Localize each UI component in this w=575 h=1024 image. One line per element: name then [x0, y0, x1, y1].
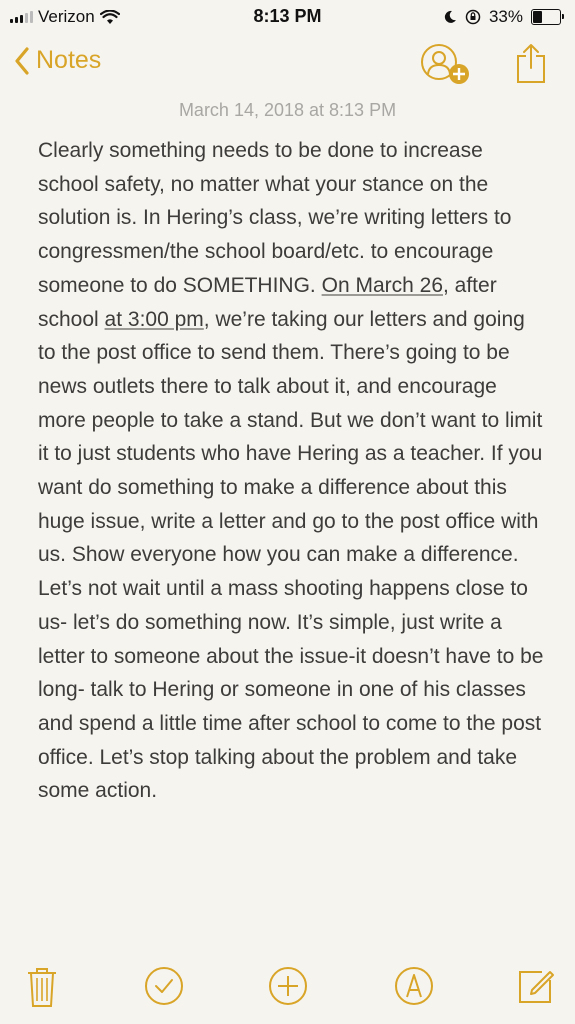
status-right: [444, 7, 561, 27]
moon-icon: [444, 10, 457, 24]
note-text-3: , we’re taking our letters and going to the post office to send them. There’s going to be news outlets there to talk about it, and encourage more people to take a stand. But we don’t want to limit it to just students who have Hering as a teacher. If you want do something to make a difference about this huge issue, write a letter and go to the post office with us. Show everyone how you can make a difference. Let’s not wait until a mass shooting happens close to us- let’s do something now. It’s simple, just write a letter to someone about the issue-it doesn’t have to be long- talk to Hering or someone in one of his classes and spend a little time after school to come to the post office. Let’s stop talking about the problem and take some action.: [38, 307, 544, 803]
carrier-label: Verizon: [38, 7, 95, 26]
navigation-bar: [0, 34, 575, 96]
trash-icon[interactable]: [26, 966, 58, 1008]
battery-icon: [531, 9, 561, 25]
note-body[interactable]: [38, 134, 548, 808]
checklist-icon[interactable]: [144, 966, 184, 1006]
add-icon[interactable]: [268, 966, 308, 1006]
status-time: 8:13 PM: [253, 6, 322, 26]
back-label: Notes: [36, 46, 102, 74]
note-date: March 14, 2018 at 8:13 PM: [178, 100, 397, 120]
date-link[interactable]: On March 26: [321, 273, 443, 297]
share-icon[interactable]: [514, 42, 548, 84]
note-text-1: Clearly something needs to be done to increase school safety, no matter what your stance on the solution is. In Hering’s class, we’re writing letters to congressmen/the school board/etc. to encourage someone to do SOMETHING.: [38, 139, 512, 297]
back-button[interactable]: [14, 46, 101, 75]
compose-icon[interactable]: [516, 966, 556, 1006]
status-bar: [0, 0, 575, 34]
battery-percent: 33%: [488, 7, 523, 26]
note-text-2: , after school: [38, 273, 497, 331]
bottom-toolbar: [0, 960, 575, 1020]
add-people-icon[interactable]: [420, 44, 472, 88]
back-chevron-icon: [14, 47, 30, 75]
rotation-lock-icon: [465, 9, 481, 25]
time-link[interactable]: at 3:00 pm: [104, 307, 204, 331]
markup-icon[interactable]: [394, 966, 434, 1006]
